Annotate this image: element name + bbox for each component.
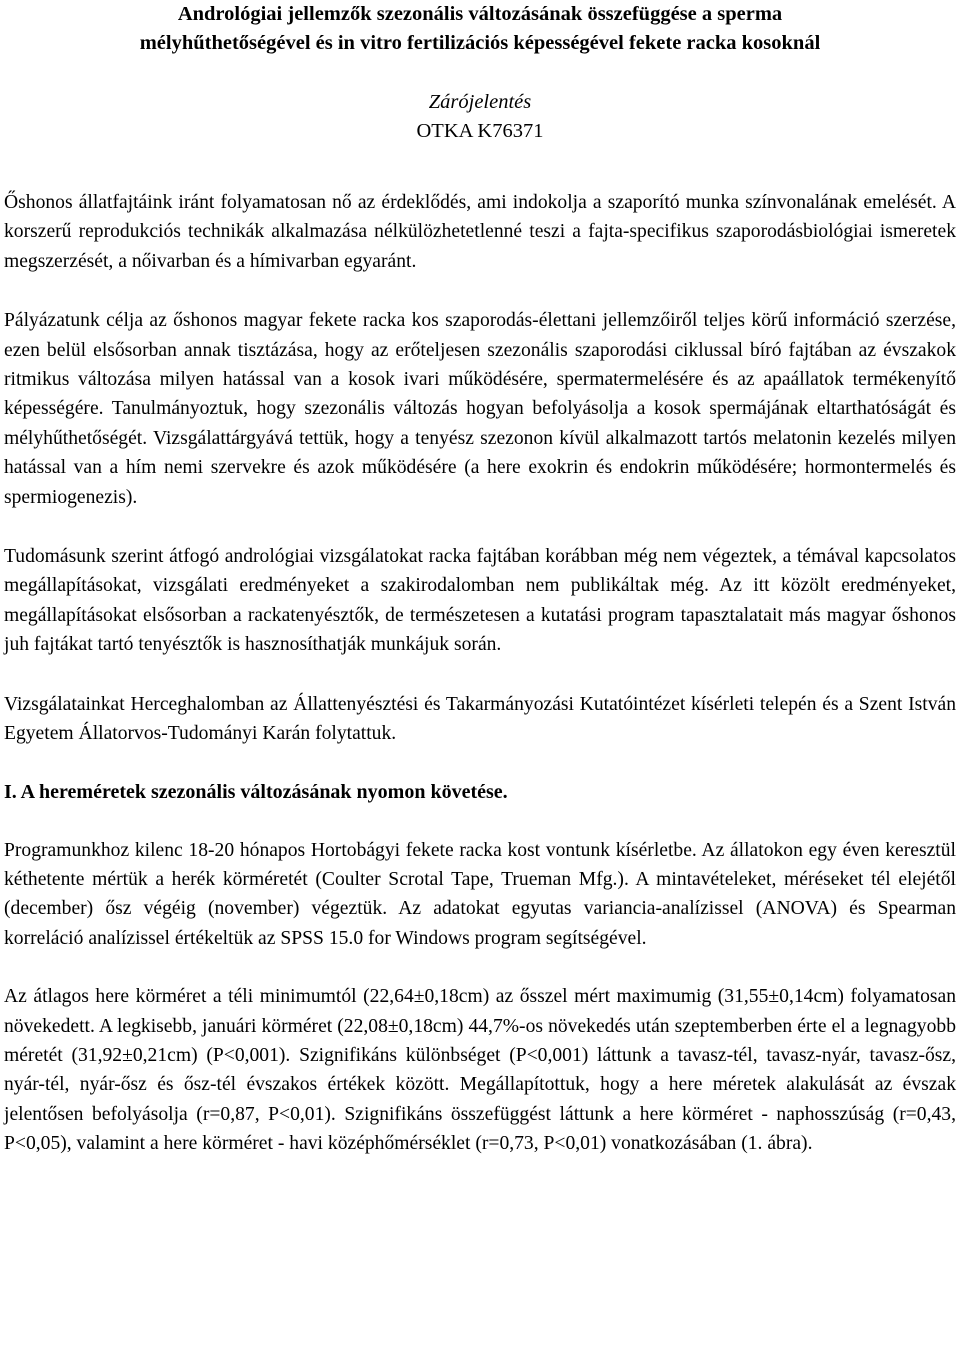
- paragraph-results: Az átlagos here körméret a téli minimumtól (22,64±0,18cm) az ősszel mért maximumig (31,55±0,14cm) folyamatosan növekedett. A legkisebb, januári körméret (22,08±0,18cm) 44,7%-os növekedés után szeptemberben érte el a legnagyobb méretét (31,92±0,21cm) (P<0,001). Szignifikáns különbséget (P<0,001) láttunk a tavasz-tél, tavasz-nyár, tavasz-ősz, nyár-tél, nyár-ősz és ősz-tél évszakos értékek között. Megállapítottuk, hogy a here méretek alakulását az évszak jelentősen befolyásolja (r=0,87, P<0,01). Szignifikáns összefüggést láttunk a here körméret - naphosszúság (r=0,43, P<0,05), valamint a here körméret - havi középhőmérséklet (r=0,73, P<0,01) vonatkozásában (1. ábra).: [4, 986, 956, 1155]
- paragraph-methods: Programunkhoz kilenc 18-20 hónapos Hortobágyi fekete racka kost vontunk kísérletbe. Az állatokon egy éven keresztül kéthetente mértük a herék körméretét (Coulter Scrotal Tape, Trueman Mfg.). A mintavételeket, méréseket tél elejétől (december) ősz végéig (november) végeztük. Az adatokat egyutas variancia-analízissel (ANOVA) és Spearman korreláció analízissel értékeltük az SPSS 15.0 for Windows program segítségével.: [4, 839, 956, 949]
- report-label: Zárójelentés: [428, 91, 532, 113]
- paragraph-intro: Őshonos állatfajtáink iránt folyamatosan nő az érdeklődés, ami indokolja a szaporító munka színvonalának emelését. A korszerű reprodukciós technikák alkalmazása nélkülözhetetlenné teszi a fajta-specifikus szaporodásbiológiai ismeretek megszerzését, a nőivarban és a hímivarban egyaránt.: [4, 192, 956, 272]
- report-block: [4, 88, 956, 146]
- section-heading: I. A hereméretek szezonális változásának nyomon követése.: [4, 780, 508, 803]
- paragraph-location: Vizsgálatainkat Herceghalomban az Állattenyésztési és Takarmányozási Kutatóintézet kísérleti telepén és a Szent István Egyetem Állatorvos-Tudományi Karán folytattuk.: [4, 693, 956, 745]
- title-line-1: Andrológiai jellemzők szezonális változásának összefüggése a sperma: [177, 3, 783, 25]
- report-code: OTKA K76371: [416, 120, 544, 142]
- document-page: [4, 0, 956, 1159]
- document-title: [4, 0, 956, 58]
- paragraph-background: Tudomásunk szerint átfogó andrológiai vizsgálatokat racka fajtában korábban még nem végeztek, a témával kapcsolatos megállapításokat, vizsgálati eredményeket a szakirodalomban nem publikáltak még. Az itt közölt eredményeket, megállapításokat elsősorban a rackatenyésztők, de természetesen a kutatási program tapasztalatait más magyar őshonos juh fajtákat tartó tenyésztők is hasznosíthatják munkájuk során.: [4, 546, 956, 656]
- title-line-2: mélyhűthetőségével és in vitro fertilizációs képességével fekete racka kosoknál: [139, 32, 821, 54]
- paragraph-aims: Pályázatunk célja az őshonos magyar fekete racka kos szaporodás-élettani jellemzőiről teljes körű információ szerzése, ezen belül elsősorban annak tisztázása, hogy az erőteljesen szezonális szaporodási ciklussal bíró fajtában az évszakok ritmikus változása milyen hatással van a kosok ivari működésére, spermatermelésére és az apaállatok termékenyítő képességére. Tanulmányoztuk, hogy szezonális változás hogyan befolyásolja a kosok spermájának eltarthatóságát és mélyhűthetőségét. Vizsgálattárgyává tettük, hogy a tenyész szezonon kívül alkalmazott tartós melatonin kezelés milyen hatással van a hím nemi szervekre és azok működésére (a here exokrin és endokrin működésére; hormontermelés és spermiogenezis).: [4, 310, 956, 508]
